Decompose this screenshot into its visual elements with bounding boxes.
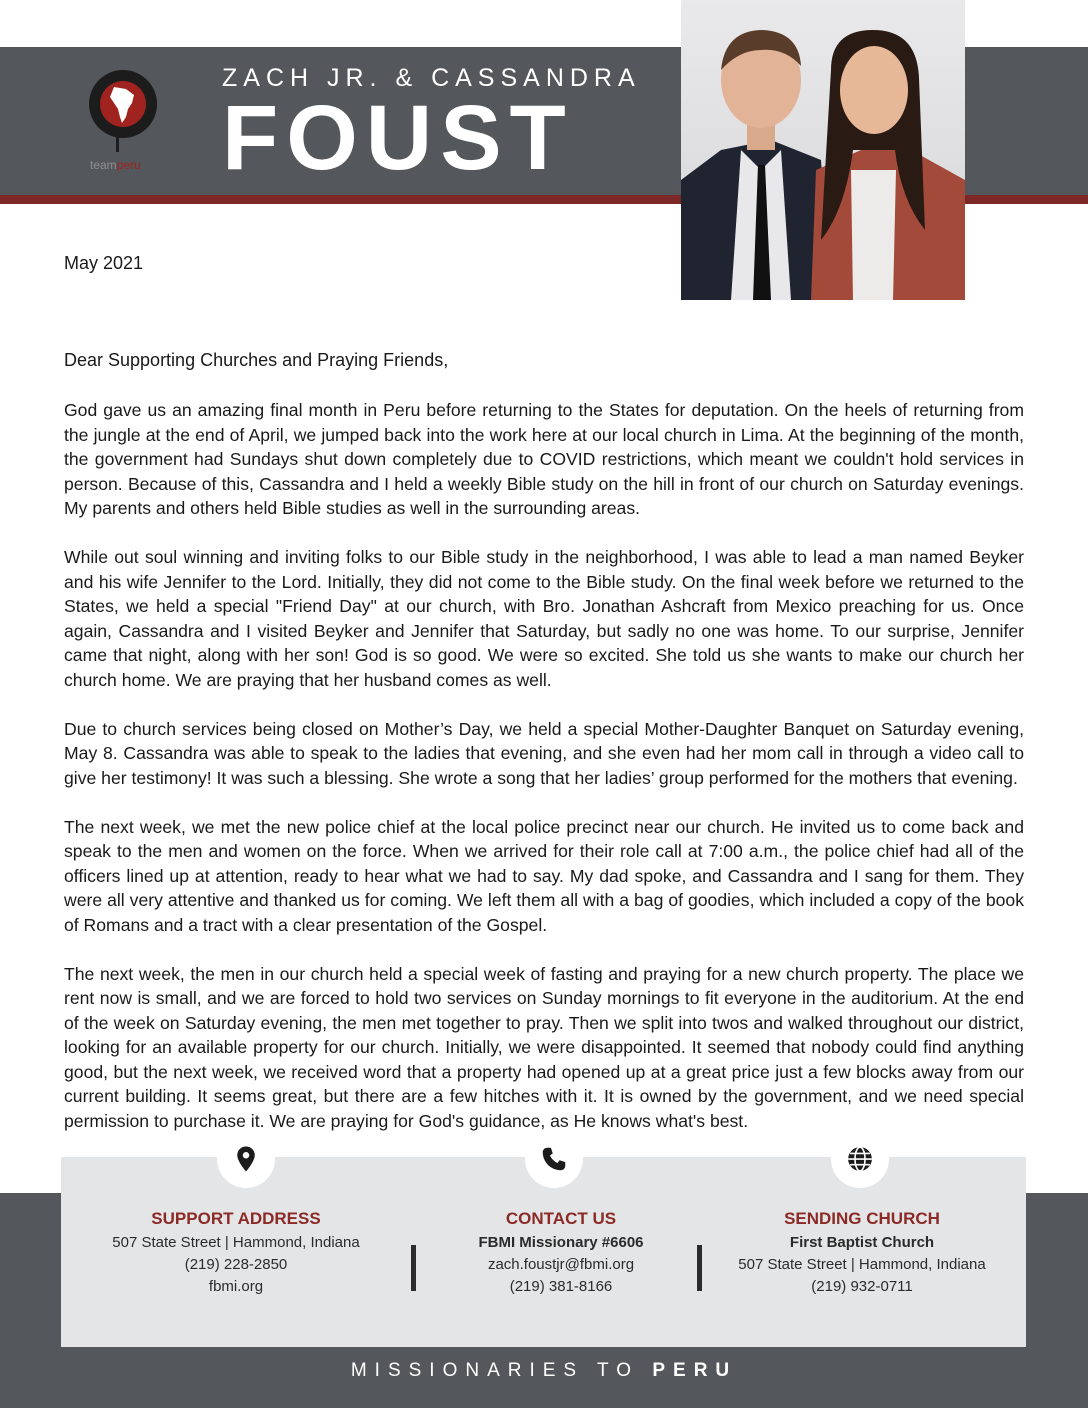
support-address-phone: (219) 228-2850 [184,1256,288,1273]
contact-us-title: CONTACT US [505,1209,617,1228]
phone-icon [539,1144,569,1174]
contact-phone: (219) 381-8166 [509,1278,613,1295]
globe-icon-badge [831,1130,889,1188]
footer-tagline [0,1360,1088,1382]
sending-church-title: SENDING CHURCH [784,1209,940,1228]
location-pin-icon-badge [217,1130,275,1188]
paragraph-3: Due to church services being closed on Mother’s Day, we held a special Mother-Daughter Banquet on Saturday evening, May 8. Cassandra was able to speak to the ladies that evening, and she even had her mom call in through a video call to give her testimony! It was such a blessing. She wrote a song that her ladies’ group performed for the mothers that evening. [64,718,1024,788]
contact-email: zach.foustjr@fbmi.org [487,1256,635,1273]
letter-body [64,398,1024,1158]
sending-church-block [712,1208,1012,1298]
location-pin-icon [231,1144,261,1174]
support-address-website: fbmi.org [208,1278,264,1295]
globe-icon [845,1144,875,1174]
support-address-title: SUPPORT ADDRESS [151,1209,321,1228]
support-address-block [86,1208,386,1298]
tagline-peru: PERU [652,1360,738,1381]
paragraph-1: God gave us an amazing final month in Peru before returning to the States for deputation. On the heels of returning from the jungle at the end of April, we jumped back into the work here at our local church in Lima. At the beginning of the month, the government had Sundays shut down completely due to COVID restrictions, which meant we couldn't hold services in person. Because of this, Cassandra and I held a weekly Bible study on the hill in front of our church on Saturday evenings. My parents and others held Bible studies as well in the surrounding areas. [64,400,1024,518]
letter-date: May 2021 [64,253,144,273]
team-peru-logo [86,70,160,180]
logo-tail [116,130,119,152]
paragraph-5: The next week, the men in our church held a special week of fasting and praying for a new church property. The place we rent now is small, and we are forced to hold two services on Sunday mornings to fit everyone in the auditorium. At the end of the week on Saturday evening, the men met together to pray. Then we split into twos and walked throughout our district, looking for an available property for our church. Initially, we were disappointed. It seemed that nobody could find anything good, but the next week, we received word that a property had opened up at a great price just a few blocks away from our current building. It seems great, but there are a few hitches with it. It is owned by the government, and we need special permission to purchase it. We are praying for God's guidance, as He knows what's best. [64,963,1024,1131]
support-address-street: 507 State Street | Hammond, Indiana [112,1234,360,1251]
sending-church-address: 507 State Street | Hammond, Indiana [738,1256,986,1273]
couple-portrait-image [681,0,965,300]
logo-globe [100,81,146,127]
south-america-icon [100,81,146,127]
missionary-first-names: ZACH JR. & CASSANDRA [222,64,641,92]
logo-text [90,158,141,172]
phone-icon-badge [525,1130,583,1188]
logo-text-peru: peru [116,158,141,172]
letter-greeting: Dear Supporting Churches and Praying Friends, [64,350,449,370]
sending-church-phone: (219) 932-0711 [811,1278,913,1295]
sending-church-name: First Baptist Church [789,1234,935,1251]
paragraph-2: While out soul winning and inviting folks to our Bible study in the neighborhood, I was able to lead a man named Beyker and his wife Jennifer to the Lord. Initially, they did not come to the Bible study. On the final week before we returned to the States, we held a special "Friend Day" at our church, with Bro. Jonathan Ashcraft from Mexico preaching for us. Once again, Cassandra and I visited Beyker and Jennifer that Saturday, but sadly no one was home. To our surprise, Jennifer came that night, along with her son! God is so good. We were so excited. She told us she wants to make our church her church home. We are praying that her husband comes as well. [64,547,1024,690]
logo-text-team: team [90,158,117,172]
couple-photo [681,0,965,300]
tagline-missionaries-to: MISSIONARIES TO [350,1360,640,1381]
missionary-surname: FOUST [222,87,574,189]
contact-us-block [411,1208,711,1298]
paragraph-4: The next week, we met the new police chief at the local police precinct near our church. He invited us to come back and speak to the men and women on the force. When we arrived for their role call at 7:00 a.m., the police chief had all of the officers lined up at attention, ready to hear what we had to say. My dad spoke, and Cassandra and I sang for them. They were all very attentive and thanked us for coming. We left them all with a bag of goodies, which included a copy of the book of Romans and a tract with a clear presentation of the Gospel. [64,816,1024,935]
contact-missionary-number: FBMI Missionary #6606 [478,1234,644,1251]
footer-divider-right [697,1245,702,1291]
